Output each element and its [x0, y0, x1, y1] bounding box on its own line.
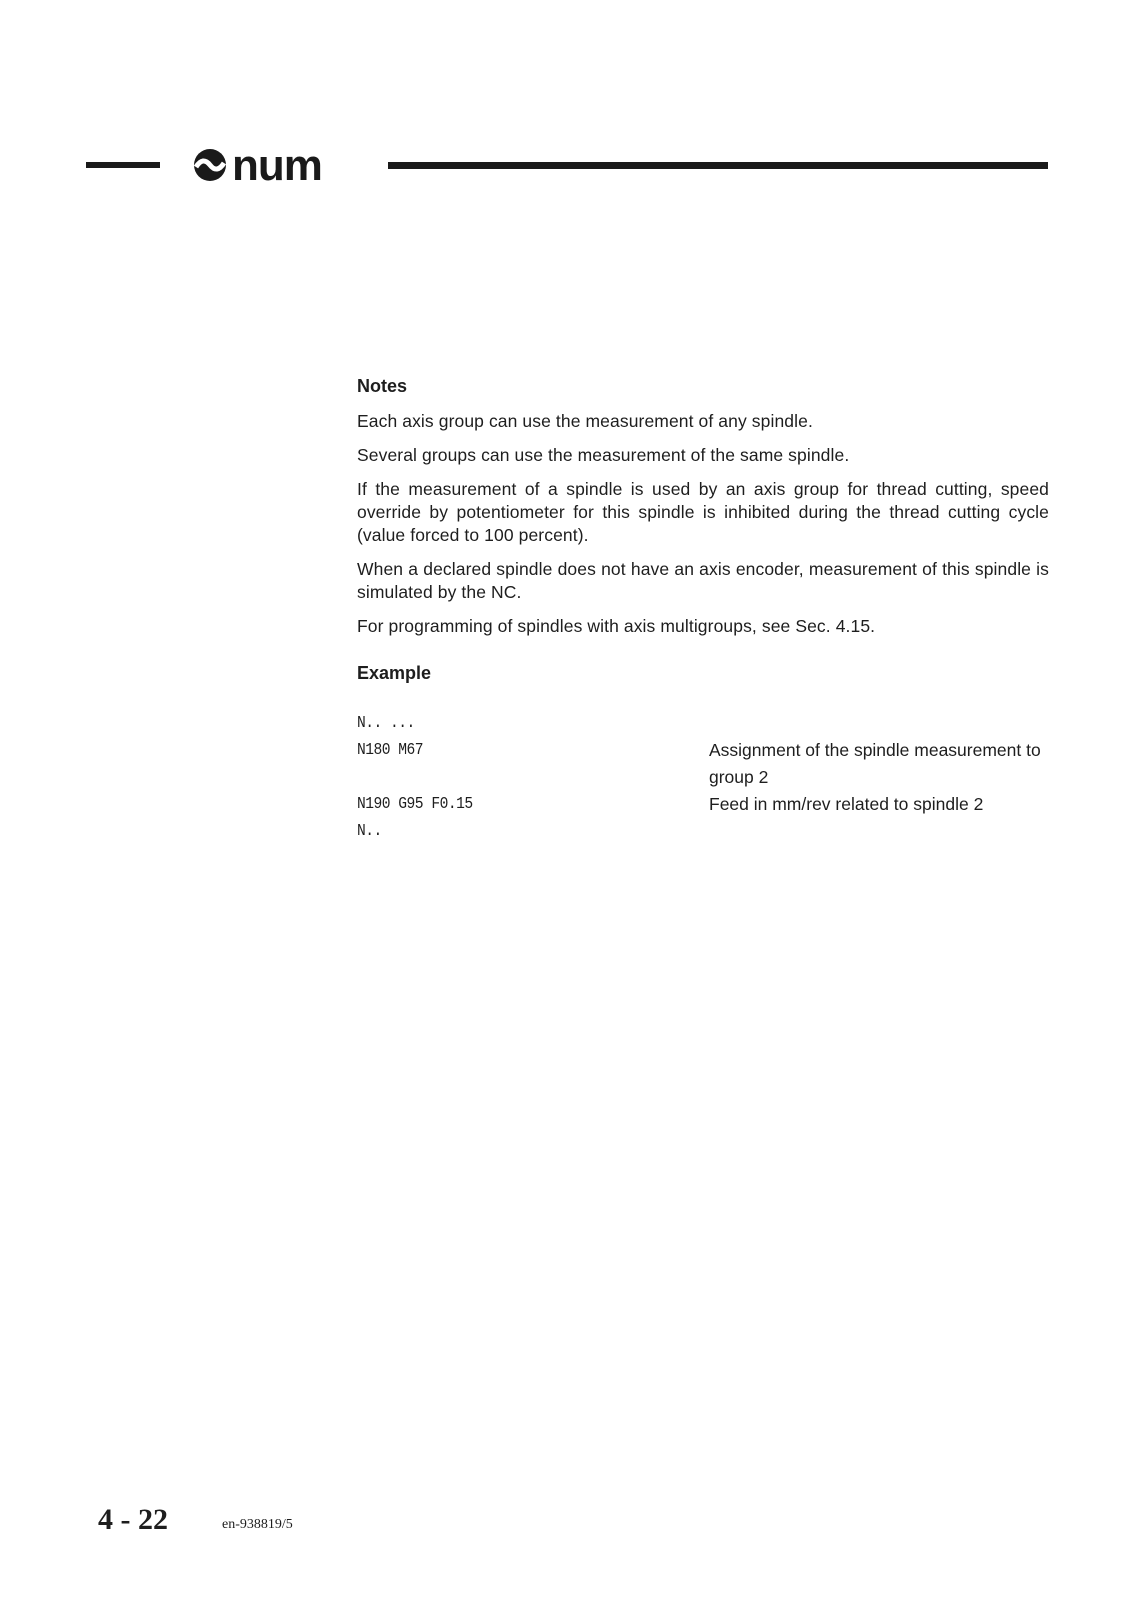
example-row	[357, 710, 1049, 737]
example-code: N..	[357, 822, 382, 841]
example-code: N.. ...	[357, 714, 415, 733]
header-rule-right	[388, 162, 1048, 169]
notes-paragraph: Several groups can use the measurement of the same spindle.	[357, 445, 850, 465]
example-code: N180 M67	[357, 741, 424, 760]
example-row	[357, 791, 1049, 818]
document-reference: en-938819/5	[222, 1517, 293, 1532]
header-rule-left	[86, 162, 160, 168]
notes-paragraph: For programming of spindles with axis multigroups, see Sec. 4.15.	[357, 616, 876, 636]
example-row	[357, 818, 1049, 845]
example-comment	[709, 710, 1049, 737]
example-code: N190 G95 F0.15	[357, 795, 473, 814]
page-content	[357, 376, 1049, 845]
example-heading: Example	[357, 663, 432, 683]
example-comment: Feed in mm/rev related to spindle 2	[709, 794, 984, 814]
notes-heading: Notes	[357, 376, 408, 396]
example-comment	[709, 818, 1049, 845]
notes-paragraph: If the measurement of a spindle is used by an axis group for thread cutting, speed override by potentiometer for this spindle is inhibited during the thread cutting cycle (value forced to 100 percent).	[357, 479, 1049, 545]
example-comment: Assignment of the spindle measurement to group 2	[709, 740, 1041, 787]
notes-paragraph: When a declared spindle does not have an axis encoder, measurement of this spindle is simulated by the NC.	[357, 559, 1049, 602]
logo-text: num	[232, 143, 322, 187]
example-row	[357, 737, 1049, 791]
page-number: 4 - 22	[98, 1503, 168, 1536]
num-logo	[190, 143, 360, 187]
notes-paragraph: Each axis group can use the measurement of any spindle.	[357, 411, 813, 431]
